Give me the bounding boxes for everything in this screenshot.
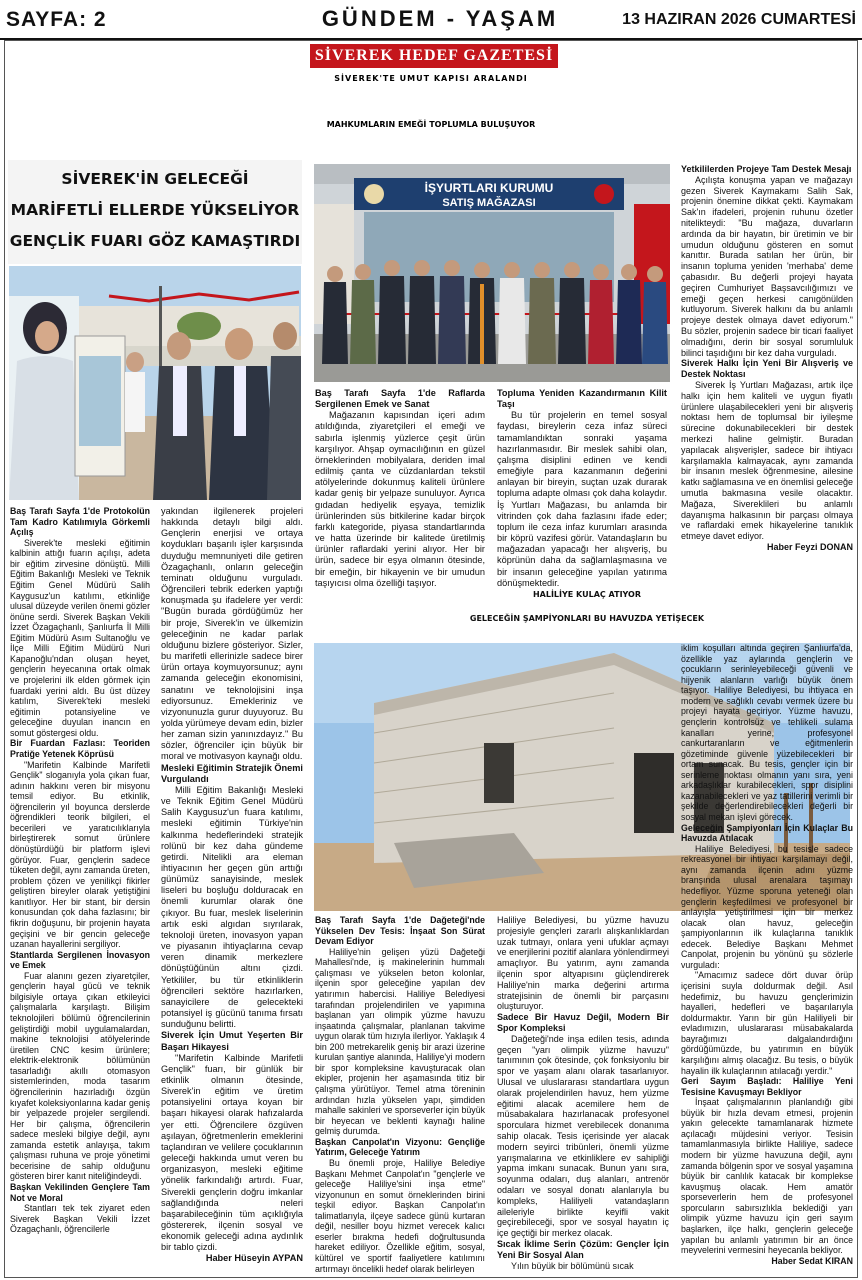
section-heading: Baş Tarafı Sayfa 1'de Protokolün Tam Kadro Katılımıyla Görkemli Açılış bbox=[10, 506, 150, 538]
main-subheadline: MAHKUMLARIN EMEĞİ TOPLUMLA BULUŞUYOR bbox=[326, 120, 536, 129]
paragraph: Dağeteği'nde inşa edilen tesis, adında geçen "yarı olimpik yüzme havuzu" tanımının çok ötesinde, çok fonksiyonlu bir spor ve yaşam alanı olarak tasarlanıyor. Ulusal ve uluslararası standartlara uygun olarak projelendirilen havuz, hem yüzme eğitimi alacak acemilere hem de müsabakalara hazırlanacak profesyonel sporculara hizmet verebilecek donanıma sahip olacak. Tesis içerisinde yer alacak modern seyirci tribünleri, önemli yüzme yarışmalarına ve etkinliklere ev sahipliği yapma imkanı sunacak. Bunun yanı sıra, soyunma odaları, duş alanları, antrenör odaları ve sosyal donatı alanlarıyla bu kompleks, Haliliyeli vatandaşların aileleriyle birlikte keyifli vakit geçirebileceği, spor ve sosyal hayatın iç içe geçtiği bir merkez olacak. bbox=[497, 1033, 669, 1239]
author-signature: Haber Hüseyin AYPAN bbox=[205, 1253, 303, 1264]
paragraph: Milli Eğitim Bakanlığı Mesleki ve Teknik Eğitim Genel Müdürü Salih Kaygusuz'un fuara katılımı, mesleki eğitimin Türkiye'nin kalkınma hedeflerindeki stratejik rolünü bir kez daha gündeme getirdi. Nitelikli ara eleman ihtiyacının her geçen gün arttığı günümüz sanayisinde, meslek liseleri bu boşluğu dolduracak en önemli kurumlar olarak öne çıkıyor. Bu fuar, meslek liselerinin artık eski algıdan sıyrılarak, teknoloji üreten, inovasyon yapan ve piyasanın ihtiyaçlarına cevap veren dinamik merkezlere dönüştüğünün altını çizdi. Yetkililer, bu tür etkinliklerin öğrencileri sektöre hazırlarken, sanayicilere de gelecekteki potansiyel iş gücünü tanıma fırsatı sunduğunu belirtti. bbox=[161, 784, 303, 1030]
section-title: GÜNDEM - YAŞAM bbox=[321, 6, 559, 31]
paragraph: "Marifetin Kalbinde Marifetli Gençlik" sloganıyla yola çıkan fuar, adının hakkını veren bir misyonu temsil ediyor. Bu etkinlik, öğrencilerin yıl boyunca derslerde öğrendikleri teorik bilgileri, el becerileri ve yaratıcılıklarıyla birleştirerek somut ürünlere dönüştürdüğü bir platform işlevi görüyor. Fuar, gençlerin sadece tüketen değil, aynı zamanda üreten, problem çözen ve yenilikçi fikirler geliştiren bireyler olarak yetiştiğini kanıtlıyor. Her bir stant, bir dersin konusundan çok daha fazlasını; bir fikrin doğuşunu, bir projenin hayata geçişini ve bir gencin geleceğe uzanan hayallerini sergiliyor. bbox=[10, 759, 150, 950]
section-heading: Baş Tarafı Sayfa 1'de Dağeteği'nde Yükselen Dev Tesis: İnşaat Son Sürat Devam Ediyor bbox=[315, 915, 485, 947]
newspaper-banner: SİVEREK HEDEF GAZETESİ bbox=[310, 44, 558, 68]
pool-subheadline: GELECEĞİN ŞAMPİYONLARI BU HAVUZDA YETİŞECEK bbox=[469, 614, 705, 623]
article-column bbox=[497, 388, 667, 588]
article-column bbox=[315, 388, 485, 588]
paragraph: Haliliye'nin gelişen yüzü Dağeteği Mahallesi'nde, iş makinelerinin hummalı çalışması ve yükselen beton kolonlar, ilçenin spor geleceğine yapılan dev yatırımın habercisi. Haliliye Belediyesi tarafından projelendirilen ve yapımına başlanan yarı olimpik yüzme havuzu inşaatında çalışmalar, planlanan takvime uygun olarak tüm hızıyla ilerliyor. Yaklaşık 4 bin 200 metrekarelik geniş bir arazi üzerine kurulan şantiye alanında, Haliliye'yi modern bir spor kompleksine kavuşturacak olan ekipler, projenin her aşamasında titiz bir çalışma yürütüyor. Temel atma töreninin ardından hızla yükselen yapı, şimdiden mahalle sakinleri ve sporseverler için büyük bir heyecan ve beklenti kaynağı haline gelmiş durumda. bbox=[315, 946, 485, 1137]
section-heading: Başkan Canpolat'ın Vizyonu: Gençliğe Yatırım, Geleceğe Yatırım bbox=[315, 1136, 485, 1158]
article-column bbox=[10, 506, 150, 1274]
paragraph: Bu önemli proje, Haliliye Belediye Başkanı Mehmet Canpolat'ın "gençlerle ve geleceğe Haliliye'sini inşa etme" vizyonunun en somut örneklerinden birini teşkil ediyor. Başkan Canpolat'ın talimatlarıyla, ilçeye sadece günü kurtaran değil, nesiller boyu hizmet verecek kalıcı eserler bırakma hedefi doğrultusunda hareket ediliyor. Özellikle eğitim, sosyal, kültürel ve sportif faaliyetlere katılımını artırmayı öncelikli hedef olarak belirleyen bbox=[315, 1157, 485, 1274]
section-heading: Stantlarda Sergilenen İnovasyon ve Emek bbox=[10, 949, 150, 971]
paragraph: Mağazanın kapısından içeri adım atıldığında, ziyaretçileri el emeği ve sabırla işlenmiş yüzlerce çeşit ürün karşılıyor. Ahşap oymacılığının en güzel örneklerinden mobilyalara, deriden imal edilmiş çanta ve cüzdanlardan tekstil atölyelerinde dokunmuş kaliteli ürünlere kadar geniş bir yelpaze sunuluyor. Ayrıca gıdadan hediyelik eşyaya, temizlik ürünlerinden süs bitkilerine kadar birçok farklı kategoride, piyasa standartlarında ve hatta üzerinde bir kalitede üretilmiş ürünler raflardaki yerini alıyor. Her bir ürün, sadece bir eşya olmanın ötesinde, bir emeğin, bir hikayenin ve bir umudun taşıyıcısı olma özelliği taşıyor. bbox=[315, 410, 485, 588]
paragraph: İnşaat çalışmalarının planlandığı gibi büyük bir hızla devam etmesi, projenin yakın gelecekte tamamlanarak hizmete açılacağı müjdesini veriyor. Tesisin tamamlanmasıyla birlikte Haliliye, sadece modern bir yüzme havuzuna değil, aynı zamanda bölgenin spor ve sosyal yaşamına büyük bir canlılık katacak bir komplekse kavuşmuş olacak. Hem amatör sporseverlerin hem de profesyonel sporcuların sabırsızlıkla beklediği yarı olimpik yüzme havuzu için geri sayım başlarken, ilçe halkı, gençlerin geleceğe yapılan bu anlamlı yatırımın bir an önce meyvelerini vermesini heyecanla bekliyor. bbox=[681, 1097, 853, 1256]
paragraph: Haliliye Belediyesi, bu yüzme havuzu projesiyle gençleri zararlı alışkanlıklardan uzak tutmayı, onlara yeni ufuklar açmayı ve enerjilerini pozitif alanlara yönlendirmeyi amaçlıyor. Bu yatırım, aynı zamanda ilçenin spor altyapısını güçlendirerek Haliliye'nin marka değerini artırma stratejisinin de önemli bir parçasını oluşturuyor. bbox=[497, 915, 669, 1012]
store-sign-line1: İŞYURTLARI KURUMU bbox=[424, 181, 554, 195]
section-heading: Topluma Yeniden Kazandırmanın Kilit Taşı bbox=[497, 388, 667, 410]
author-signature: Haber Feyzi DONAN bbox=[766, 541, 853, 552]
section-heading: Başkan Vekilinden Gençlere Tam Not ve Moral bbox=[10, 1182, 150, 1203]
fair-headline-box bbox=[8, 160, 302, 264]
fair-photo bbox=[9, 266, 301, 500]
section-heading: Sıcak İklime Serin Çözüm: Gençler İçin Yeni Bir Sosyal Alan bbox=[497, 1238, 669, 1260]
section-heading: Siverek Halkı İçin Yeni Bir Alışveriş ve Destek Noktası bbox=[681, 358, 853, 380]
section-heading: Geleceğin Şampiyonları İçin Kulaçlar Bu Havuzda Atılacak bbox=[681, 822, 853, 844]
section-heading: Bir Fuardan Fazlası: Teoriden Pratiğe Yetenek Köprüsü bbox=[10, 738, 150, 759]
article-column bbox=[681, 643, 853, 1276]
store-sign-line2: SATIŞ MAĞAZASI bbox=[442, 197, 536, 209]
store-opening-photo bbox=[314, 164, 670, 382]
paragraph: Siverek'te mesleki eğitimin kalbinin attığı fuarın açılışı, adeta bir eğitim zirvesine dönüştü. Milli Eğitim Bakanlığı Mesleki ve Teknik Eğitim Genel Müdürü Salih Kaygusuz'un katılımı, etkinliğe ulusal düzeyde verilen önemi gözler önüne serdi. Siverek Başkan Vekili İzzet Özagaçhanlı, Şanlıurfa İl Milli Eğitim Müdürü Asım Sultanoğlu ve İlçe Milli Eğitim Müdürü Nuri Kapanoğlu'ndan oluşan heyet, gençlerin heyecanına ortak olmak ve projelerini ilk elden görmek için fuardaki yerini aldı. Bu üst düzey katılım, Siverek'teki mesleki eğitimin potansiyeline ve geleceğine duyulan inancın en somut göstergesi oldu. bbox=[10, 537, 150, 738]
section-heading: Sadece Bir Havuz Değil, Modern Bir Spor Kompleksi bbox=[497, 1012, 669, 1033]
article-column bbox=[497, 915, 669, 1276]
paragraph: Açılışta konuşma yapan ve mağazayı gezen Siverek Kaymakamı Salih Sak, projenin önemine dikkat çekti. Kaymakam Sak'ın ifadeleri, projenin ruhunu özetler nitelikteydi: "Bu mağaza, duvarların ardında da bir hayatın, bir üretimin ve bir umudun olduğunu gösteren en somut kanıttır. Burada satılan her ürün, bir insanın topluma yeniden 'merhaba' deme çabasıdır. Bu değerli projeyi hayata geçiren Cumhuriyet Başsavcılığımızı ve emeği geçen herkesi canıgönülden kutluyorum. Siverek halkını da bu anlamlı projeye destek olmaya davet ediyorum." Bu sözler, projenin sadece bir ticari faaliyet olmadığını, derin bir sosyal sorumluluk bilinci taşıdığını bir kez daha vurguladı. bbox=[681, 174, 853, 358]
article-column bbox=[681, 164, 853, 582]
issue-date: 13 HAZIRAN 2026 CUMARTESİ bbox=[622, 11, 856, 28]
paragraph: Yılın büyük bir bölümünü sıcak bbox=[511, 1260, 634, 1271]
page-header bbox=[0, 0, 862, 40]
paragraph: Siverek İş Yurtları Mağazası, artık ilçe halkı için hem kaliteli ve uygun fiyatlı ürünlere ulaşabilecekleri yeni bir alışveriş noktası hem de toplumsal bir iyileşme sürecine dokunabilecekleri bir destek merkezi haline gelmiştir. Buradan yapılacak alışverişler, sadece bir ihtiyacı karşılamakla kalmayacak, aynı zamanda bir insanın meslek öğrenmesine, ailesine katkı sağlamasına ve en önemlisi geleceğe umutla bakmasına vesile olacaktır. Mağaza, Sivereklileri bu anlamlı dayanışma halkasının bir parçası olmaya ve raflardaki emek hikayelerine tanıklık etmeye davet ediyor. bbox=[681, 379, 853, 542]
paragraph: Haliliye Belediyesi, bu tesisle sadece rekreasyonel bir ihtiyacı karşılamayı değil, aynı zamanda ilçenin adını yüzme branşında ulusal arenalara taşımayı hedefliyor. Yüzme sporuna yeteneği olan gençlerin keşfedilmesi ve profesyonel bir anlayışla yetiştirilmesi için bir merkez olacak olan havuz, geleceğin şampiyonlarının ilk kulaçlarına tanıklık edecek. Belediye Başkanı Mehmet Canpolat, projenin bu yönünü şu sözlerle vurguladı: bbox=[681, 843, 853, 970]
paragraph: iklim koşulları altında geçiren Şanlıurfa'da, özellikle yaz aylarında gençlerin ve çocukların serinleyebileceği güvenli ve hijyenik alanların varlığı büyük önem taşıyor. Haliliye Belediyesi, bu ihtiyaca en modern ve sağlıklı cevabı vermek üzere bu projeyi hayata geçiriyor. Yüzme havuzu, gençlerin kontrolsüz ve tehlikeli sulama kanalları yerine, profesyonel cankurtaranların ve eğitmenlerin gözetiminde güvenle yüzebilecekleri bir ortam sunacak. Bu tesis, gençler için bir serinleme noktası olmanın yanı sıra, yeni arkadaşlıklar kurabilecekleri, spor disiplini kazanabilecekleri ve yaz tatillerini verimli bir şekilde değerlendirebilecekleri değerli bir sosyal mekan işlevi görecek. bbox=[681, 643, 853, 822]
paragraph: Fuar alanını gezen ziyaretçiler, gençlerin hayal gücü ve teknik bilgisiyle ortaya çıkan etkileyici çalışmalarla karşılaştı. Bilişim teknolojileri bölümü öğrencilerinin geliştirdiği mobil uygulamalardan, makine teknolojisi atölyelerinde üretilen CNC kesim ürünlere; elektrik-elektronik bölümünün tasarladığı akıllı otomasyon sistemlerinden, moda tasarım öğrencilerinin hazırladığı özgün kıyafet koleksiyonlarına kadar geniş bir yelpazede projeler sergilendi. Her bir çalışma, öğrencilerin sadece mesleki bilgiye değil, aynı zamanda estetik anlayışa, takım çalışması ruhuna ve proje yönetimi becerisine de sahip olduğunu gösteren birer kanıt niteliğindeydi. bbox=[10, 970, 150, 1182]
paragraph: Bu tür projelerin en temel sosyal faydası, bireylerin ceza infaz süreci tamamlandıktan sonraki yaşama hazırlanmasıdır. Bir meslek sahibi olan, çalışma disiplini edinen ve kendi emeğiyle para kazanmanın değerini anlayan bir bireyin, suçtan uzak durarak topluma adapte olması çok daha kolaydır. İş Yurtları Mağazası, bu anlamda bir vitrinden çok daha fazlasını ifade eder; toplum ile ceza infaz kurumları arasında bir köprü vazifesi görür. Vatandaşların bu mağazadan yapacağı her alışveriş, bu köprünün daha da sağlamlaşmasına ve bir insanın geleceğine yapılan yatırıma dönüşmektedir. bbox=[497, 410, 667, 588]
pool-headline: HALİLİYE KULAÇ ATIYOR bbox=[532, 590, 642, 599]
fair-headline-line: GENÇLİK FUARI GÖZ KAMAŞTIRDI bbox=[9, 232, 301, 250]
article-column bbox=[315, 915, 485, 1276]
fair-headline-line: MARİFETLİ ELLERDE YÜKSELİYOR bbox=[10, 201, 300, 219]
fair-headline-line: SİVEREK'İN GELECEĞİ bbox=[61, 170, 249, 188]
paragraph: Stantları tek tek ziyaret eden Siverek Başkan Vekili İzzet Özagaçhanlı, öğrencilerle bbox=[10, 1203, 150, 1235]
section-heading: Geri Sayım Başladı: Haliliye Yeni Tesisine Kavuşmayı Bekliyor bbox=[681, 1076, 853, 1097]
section-heading: Mesleki Eğitimin Stratejik Önemi Vurgulandı bbox=[161, 762, 303, 784]
paragraph: yakından ilgilenerek projeleri hakkında detaylı bilgi aldı. Gençlerin enerjisi ve ortaya koydukları başarılı işler karşısında duyduğu memnuniyeti dile getiren Özagaçhanlı, onların geleceğin teminatı olduğunu vurguladı. Öğrencileri tebrik ederken yaptığı konuşmada şu ifadelere yer verdi: "Bugün burada gördüğümüz her bir proje, Siverek'in ve ülkemizin geleceğinin ne kadar parlak olduğunu bizlere gösteriyor. Sizler, bu marifetli ellerinizle sadece birer ürün ortaya koymuyorsunuz; aynı zamanda geleceğin ekonomisini, sanatını ve teknolojisini inşa ediyorsunuz. Emekleriniz ve vizyonunuzla gurur duyuyoruz. Bu yolda yürümeye devam edin, bizler her zaman sizin yanınızdayız." Bu sözler, öğrenciler için büyük bir moral ve motivasyon kaynağı oldu. bbox=[161, 506, 303, 762]
section-heading: Baş Tarafı Sayfa 1'de Raflarda Sergilenen Emek ve Sanat bbox=[315, 388, 485, 410]
page-number: SAYFA: 2 bbox=[6, 8, 107, 31]
author-signature: Haber Sedat KIRAN bbox=[771, 1255, 853, 1266]
article-column bbox=[161, 506, 303, 1274]
section-heading: Yetkililerden Projeye Tam Destek Mesajı bbox=[681, 164, 852, 174]
main-headline: SİVEREK'TE UMUT KAPISI ARALANDI bbox=[334, 74, 528, 83]
paragraph: "Amacımız sadece dört duvar örüp içerisini suyla doldurmak değil. Asıl hedefimiz, bu havuzu gençlerimizin hayalleri, hedefleri ve başarılarıyla doldurmaktır. Yarın bir gün Haliliyeli bir evladımızın, uluslararası müsabakalarda bayrağımızı dalgalandırdığını gördüğümüzde, bu yatırımın en büyük karşılığını almış olacağız. Bu tesis, o büyük hayalin ilk kulaçlarının atılacağı yerdir." bbox=[681, 970, 853, 1076]
section-heading: Siverek İçin Umut Yeşerten Bir Başarı Hikayesi bbox=[161, 1030, 303, 1052]
paragraph: "Marifetin Kalbinde Marifetli Gençlik" fuarı, bir günlük bir etkinlik olmanın ötesinde, Siverek'in eğitim ve üretim potansiyelini ortaya koyan bir başarı hikayesi olarak hafızalarda yer etti. Öğrencilere özgüven aşılayan, öğretmenlerin emeklerini taçlandıran ve velilere çocuklarının geleceği hakkında umut veren bu organizasyon, mesleki eğitime yönelik farkındalığı artırdı. Fuar, Siverekli gençlerin doğru imkanlar sağlandığında neleri başarabileceğinin tüm açıklığıyla göstererek, ilçenin sosyal ve ekonomik geleceği adına aydınlık bir tablo çizdi. bbox=[161, 1052, 303, 1253]
